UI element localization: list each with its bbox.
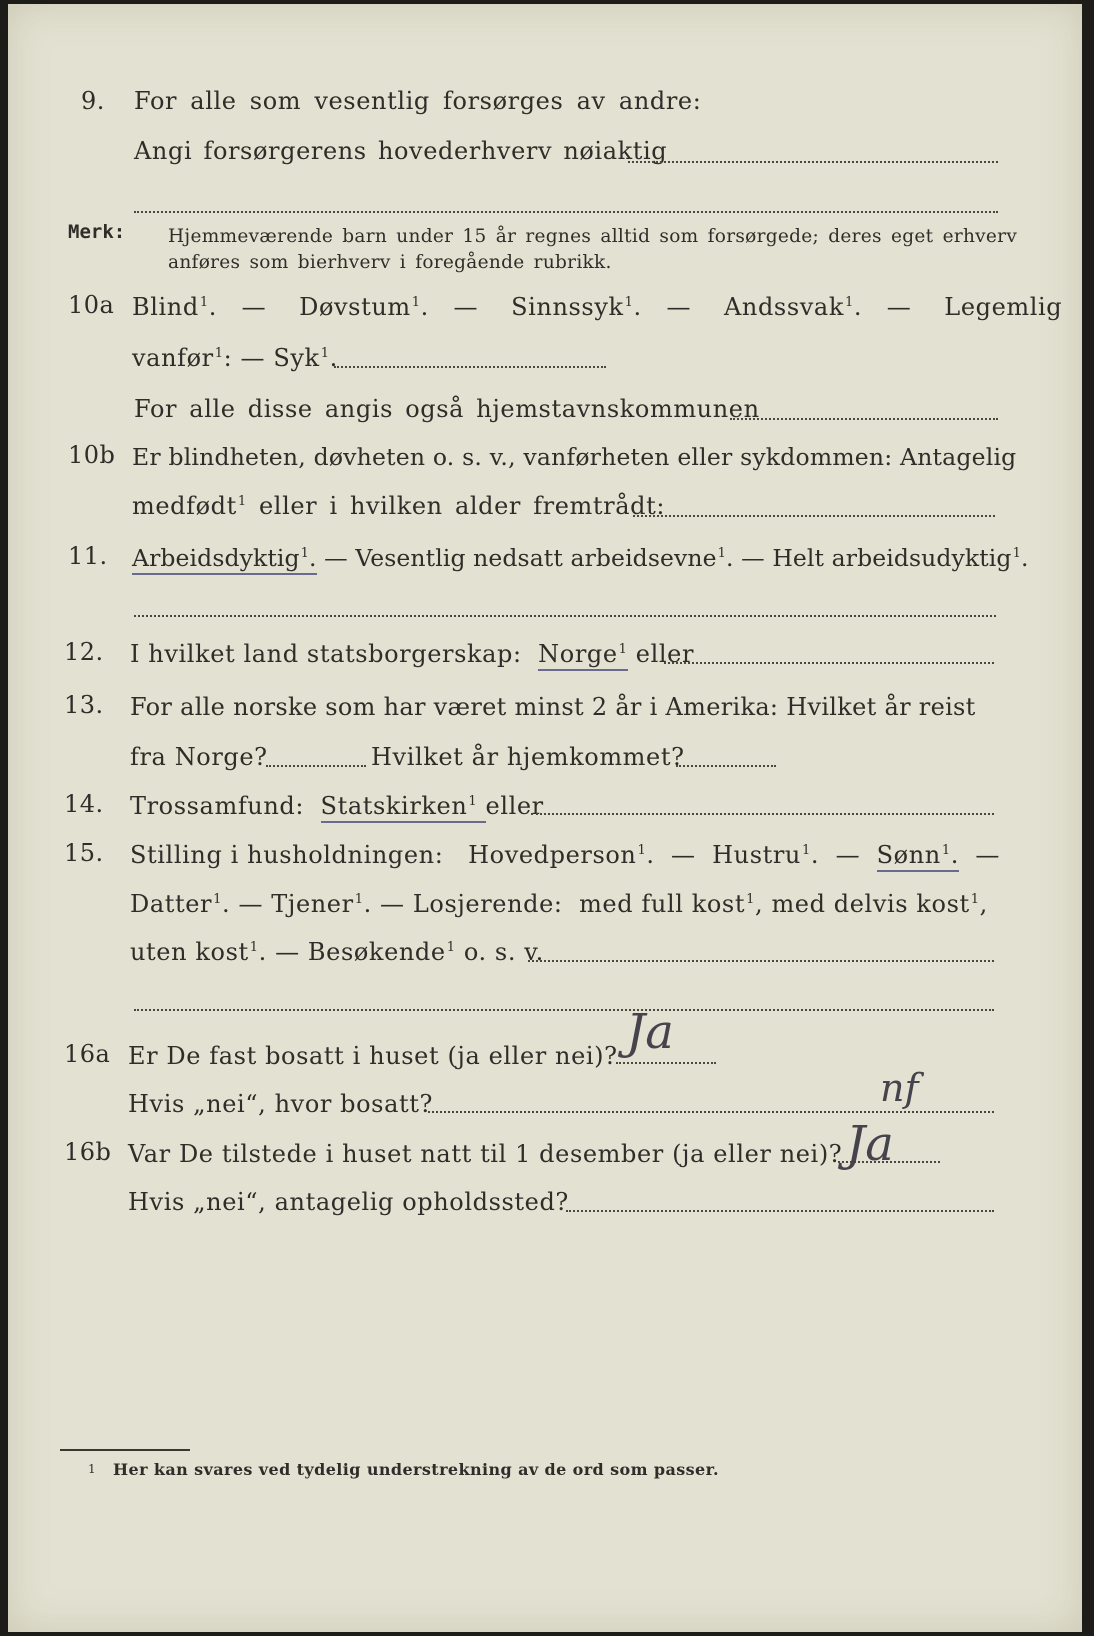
q16b-opholdssted-answer-line[interactable] bbox=[566, 1210, 994, 1212]
q12-number: 12. bbox=[64, 638, 104, 666]
option-delvis-kost[interactable]: med delvis kost$^1$, bbox=[771, 890, 988, 918]
q16b-line1: Var De tilstede i huset natt til 1 desember (ja eller nei)? bbox=[128, 1140, 843, 1168]
q10a-line2: vanfør$^1$: — Syk$^1$. bbox=[132, 344, 338, 372]
option-vesentlig[interactable]: Vesentlig nedsatt arbeidsevne$^1$. bbox=[355, 544, 734, 572]
q16b-number: 16b bbox=[64, 1138, 112, 1166]
footnote-text: Her kan svares ved tydelig understrekning av de ord som passer. bbox=[113, 1460, 719, 1479]
q13-hjemkommet: Hvilket år hjemkommet? bbox=[371, 743, 685, 771]
merk-label: Merk: bbox=[68, 221, 126, 243]
q16a-number: 16a bbox=[64, 1040, 111, 1068]
q14-number: 14. bbox=[64, 790, 104, 818]
q12-line1: I hvilket land statsborgerskap: Norge$^1$ eller bbox=[130, 640, 694, 668]
option-hovedperson[interactable]: Hovedperson$^1$. bbox=[468, 841, 655, 869]
q10a-number: 10a bbox=[68, 291, 115, 319]
q15-number: 15. bbox=[64, 839, 104, 867]
option-statskirken-underlined[interactable]: Statskirken$^1$ bbox=[321, 792, 486, 823]
q10a-hjemstavn-answer-line[interactable] bbox=[730, 418, 998, 420]
q10a-line1: Blind$^1$. — Døvstum$^1$. — Sinnssyk$^1$. — Andssvak$^1$. — Legemlig bbox=[132, 293, 1063, 321]
q11-line1: Arbeidsdyktig$^1$. — Vesentlig nedsatt arbeidsevne$^1$. — Helt arbeidsudyktig$^1$. bbox=[132, 544, 1029, 572]
option-sinnssyk[interactable]: Sinnssyk$^1$. bbox=[511, 293, 642, 321]
q15-answer-line[interactable] bbox=[528, 960, 994, 962]
option-helt[interactable]: Helt arbeidsudyktig$^1$. bbox=[772, 544, 1029, 572]
option-blind[interactable]: Blind$^1$. bbox=[132, 293, 217, 321]
option-sonn-underlined[interactable]: Sønn$^1$. bbox=[877, 841, 959, 872]
q13-line1: For alle norske som har været minst 2 år i Amerika: Hvilket år reist bbox=[130, 693, 976, 721]
option-besokende[interactable]: Besøkende$^1$ bbox=[307, 938, 456, 966]
q10a-syk-answer-line[interactable] bbox=[334, 366, 606, 368]
merk-line2: anføres som bierhverv i foregående rubrikk. bbox=[168, 252, 612, 273]
option-arbeidsdyktig-underlined[interactable]: Arbeidsdyktig$^1$. bbox=[132, 544, 317, 575]
option-tjener[interactable]: Tjener$^1$. bbox=[271, 890, 372, 918]
option-syk[interactable]: Syk$^1$. bbox=[273, 344, 338, 372]
q9-answer-line[interactable] bbox=[628, 161, 998, 163]
option-uten-kost[interactable]: uten kost$^1$. bbox=[130, 938, 267, 966]
q11-answer-line[interactable] bbox=[134, 615, 996, 617]
q16a-answer-line[interactable] bbox=[616, 1062, 716, 1064]
q10b-answer-line[interactable] bbox=[633, 515, 995, 517]
option-legemlig[interactable]: Legemlig bbox=[944, 293, 1063, 321]
q13-fra-norge: fra Norge? bbox=[130, 743, 268, 771]
q16a-bosatt-answer-line[interactable] bbox=[428, 1111, 994, 1113]
q14-answer-line[interactable] bbox=[531, 813, 994, 815]
q16a-line1: Er De fast bosatt i huset (ja eller nei)? bbox=[128, 1042, 618, 1070]
q13-reist-answer-line[interactable] bbox=[266, 765, 366, 767]
census-form-page bbox=[8, 4, 1082, 1632]
q16b-handwritten-answer: Ja bbox=[846, 1116, 894, 1172]
q10b-number: 10b bbox=[68, 441, 116, 469]
option-andssvak[interactable]: Andssvak$^1$. bbox=[723, 293, 863, 321]
q9-line1: For alle som vesentlig forsørges av andre: bbox=[134, 87, 702, 115]
q10b-line2: medfødt$^1$ eller i hvilken alder fremtrådt: bbox=[132, 492, 666, 520]
q16a-handwritten-answer-2: nf bbox=[880, 1066, 919, 1110]
q11-number: 11. bbox=[68, 542, 108, 570]
footnote-rule bbox=[60, 1449, 190, 1451]
q16a-handwritten-answer: Ja bbox=[626, 1004, 674, 1060]
q14-line1: Trossamfund: Statskirken$^1$ eller bbox=[130, 792, 544, 820]
q15-answer-line-2[interactable] bbox=[134, 1009, 994, 1011]
option-dovstum[interactable]: Døvstum$^1$. bbox=[299, 293, 429, 321]
q9-answer-line-2[interactable] bbox=[134, 211, 998, 213]
footnote-mark: 1 bbox=[88, 1462, 96, 1476]
option-norge-underlined[interactable]: Norge$^1$ bbox=[538, 640, 627, 671]
option-medfodt[interactable]: medfødt$^1$ bbox=[132, 492, 247, 520]
q15-line3: uten kost$^1$. — Besøkende$^1$ o. s. v. bbox=[130, 938, 544, 966]
q10b-line1: Er blindheten, døvheten o. s. v., vanførheten eller sykdommen: Antagelig bbox=[132, 443, 1017, 471]
q9-number: 9. bbox=[81, 87, 105, 115]
q13-number: 13. bbox=[64, 691, 104, 719]
q12-answer-line[interactable] bbox=[664, 662, 994, 664]
q13-hjem-answer-line[interactable] bbox=[676, 765, 776, 767]
q15-line1: Stilling i husholdningen: Hovedperson$^1$. — Hustru$^1$. — Sønn$^1$. — bbox=[130, 841, 1000, 869]
option-hustru[interactable]: Hustru$^1$. bbox=[712, 841, 820, 869]
option-datter[interactable]: Datter$^1$. bbox=[130, 890, 231, 918]
option-vanfor[interactable]: vanfør$^1$: bbox=[132, 344, 233, 372]
q16b-line2: Hvis „nei“, antagelig opholdssted? bbox=[128, 1188, 569, 1216]
q15-line2: Datter$^1$. — Tjener$^1$. — Losjerende: med full kost$^1$, med delvis kost$^1$, bbox=[130, 890, 988, 918]
q10a-line3: For alle disse angis også hjemstavnskommunen bbox=[134, 395, 760, 423]
merk-line1: Hjemmeværende barn under 15 år regnes alltid som forsørgede; deres eget erhverv bbox=[168, 226, 1018, 247]
option-full-kost[interactable]: med full kost$^1$, bbox=[579, 890, 764, 918]
q16a-line2: Hvis „nei“, hvor bosatt? bbox=[128, 1090, 433, 1118]
q9-line2: Angi forsørgerens hovederhverv nøiaktig bbox=[134, 137, 668, 165]
